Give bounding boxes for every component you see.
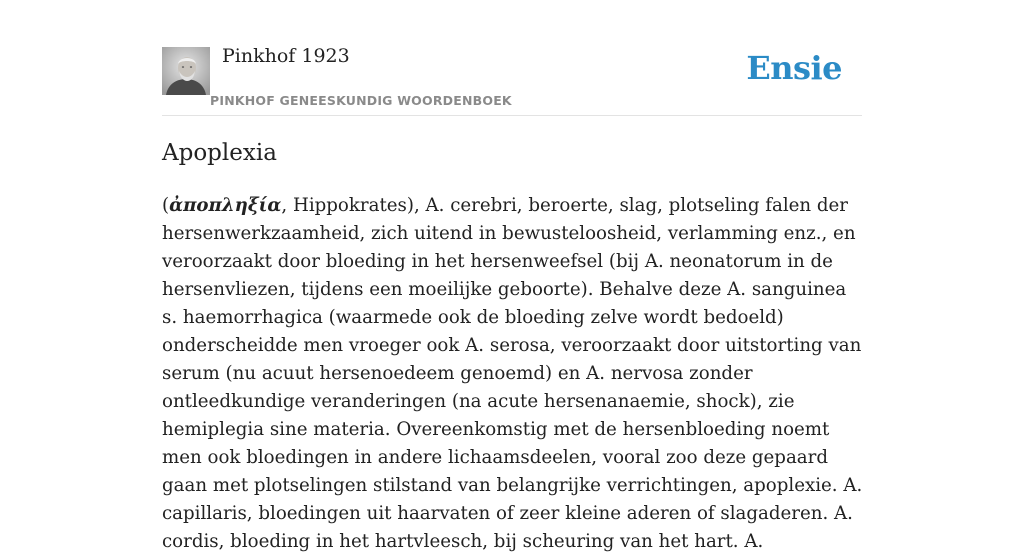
source-subtitle: PINKHOF GENEESKUNDIG WOORDENBOEK — [210, 93, 512, 108]
entry-definition — [162, 192, 867, 556]
entry-card — [162, 0, 863, 552]
entry-title: Apoplexia — [162, 140, 277, 166]
open-paren: ( — [162, 195, 170, 216]
portrait-image — [162, 47, 210, 95]
ensie-logo[interactable]: Ensie — [746, 49, 842, 87]
author-avatar[interactable] — [162, 47, 210, 95]
definition-text: , Hippokrates), A. cerebri, beroerte, slag, plotseling falen der hersenwerkzaamheid, zich uitend in bewusteloosheid, verlamming enz., en veroorzaakt door bloeding in het hersenweefsel (bij A. neonatorum in de hersenvliezen, tijdens een moeilijke geboorte). Behalve deze A. sanguinea s. haemorrhagica (waarmede ook de bloeding zelve wordt bedoeld) onderscheidde men vroeger ook A. serosa, veroorzaakt door uitstorting van serum (nu acuut hersenoedeem genoemd) en A. nervosa zonder ontleedkundige veranderingen (na acute hersenanaemie, shock), zie hemiplegia sine materia. Overeenkomstig met de hersenbloeding noemt men ook bloedingen in andere lichaamsdeelen, vooral zoo deze gepaard gaan met plotselingen stilstand van belangrijke verrichtingen, apoplexie. A. capillaris, bloedingen uit haarvaten of zeer kleine aderen of slagaderen. A. cordis, bloeding in het hartvleesch, bij scheuring van het hart. A. — [162, 195, 863, 552]
greek-term: ἀποπληξία — [169, 195, 282, 216]
source-name[interactable]: Pinkhof 1923 — [222, 45, 350, 67]
source-header — [162, 0, 862, 116]
